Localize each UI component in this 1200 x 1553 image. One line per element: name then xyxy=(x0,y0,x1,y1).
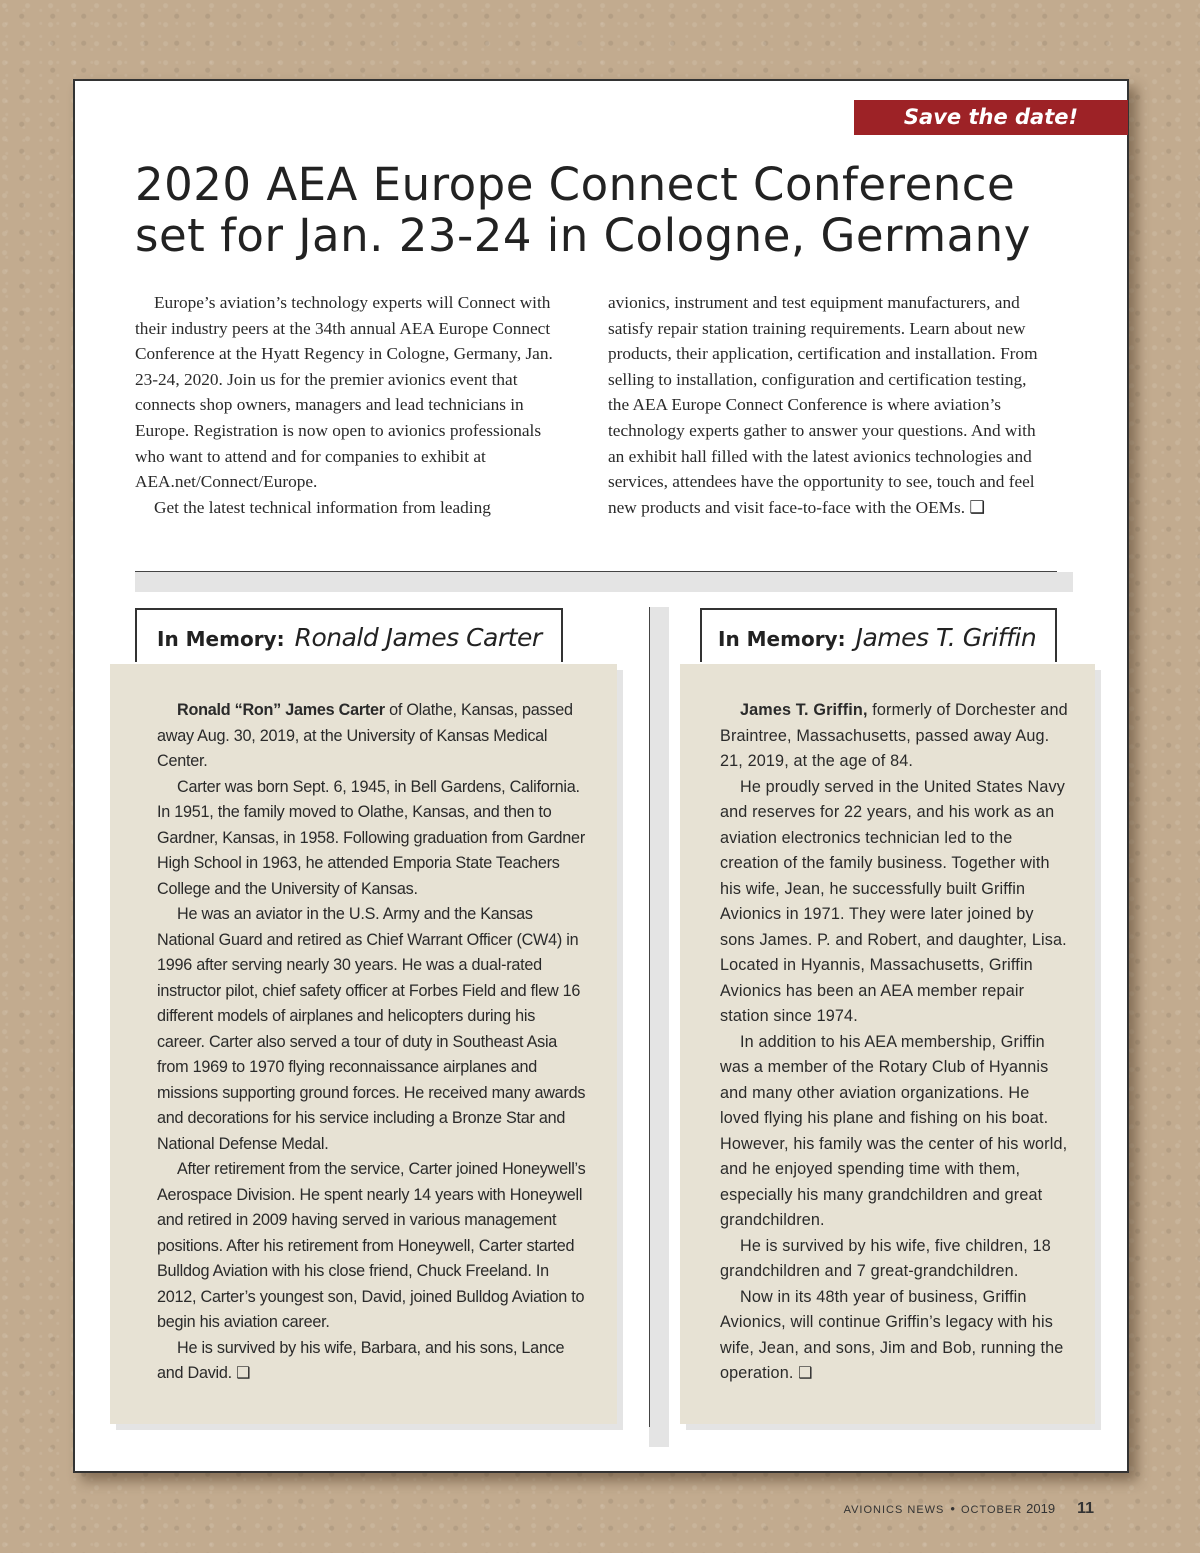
page-footer xyxy=(844,1500,1094,1518)
memorial-paragraph xyxy=(157,698,587,775)
page-number: 11 xyxy=(1077,1500,1094,1517)
memorial-paragraph: He proudly served in the United States Navy and reserves for 22 years, and his work as an aviation electronics technician led to the creation of the family business. Together with his wife, Jean, he successfully built Griffin Avionics in 1971. They were later joined by sons James. P. and Robert, and daughter, Lisa. Located in Hyannis, Massachusetts, Griffin Avionics has been an AEA member repair station since 1974. xyxy=(720,777,1067,1025)
memorial-paragraph xyxy=(720,698,1070,775)
headline xyxy=(135,159,1095,261)
memorial-text-griffin xyxy=(720,698,1070,1387)
article-column-right xyxy=(608,290,1038,520)
memorial-paragraph: He was an aviator in the U.S. Army and the Kansas National Guard and retired as Chief Warrant Officer (CW4) in 1996 after serving nearly 30 years. He was a dual-rated instructor pilot, chief safety officer at Forbes Field and flew 16 different models of airplanes and helicopters during his career. Carter also served a tour of duty in Southeast Asia from 1969 to 1970 flying reconnaissance airplanes and missions supporting ground forces. He received many awards and decorations for his service including a Bronze Star and National Defense Medal. xyxy=(157,905,586,1153)
memorial-name-bold: Ronald “Ron” James Carter xyxy=(177,701,385,719)
memorial-name: James T. Griffin xyxy=(855,623,1037,652)
memorial-paragraph: After retirement from the service, Carter joined Honeywell’s Aerospace Division. He spent nearly 14 years with Honeywell and retired in 2009 having served in various management positions. After his retirement from Honeywell, Carter started Bulldog Aviation with his close friend, Chuck Freeland. In 2012, Carter’s youngest son, David, joined Bulldog Aviation to begin his aviation career. xyxy=(157,1160,586,1331)
memorial-label: In Memory: xyxy=(718,627,846,651)
memorial-label: In Memory: xyxy=(157,627,285,651)
headline-line-2: set for Jan. 23-24 in Cologne, Germany xyxy=(135,209,1031,262)
article-paragraph: Europe’s aviation’s technology experts will Connect with their industry peers at the 34th annual AEA Europe Connect Conference at the Hyatt Regency in Cologne, Germany, Jan. 23-24, 2020. Join us for the premier avionics event that connects shop owners, managers and lead technicians in Europe. Registration is now open to avionics professionals who want to attend and for companies to exhibit at AEA.net/Connect/Europe. xyxy=(135,293,553,492)
memorial-paragraph: He is survived by his wife, Barbara, and his sons, Lance and David. ❑ xyxy=(157,1338,565,1382)
footer-year: 2019 xyxy=(1026,1501,1056,1516)
article-paragraph: avionics, instrument and test equipment manufacturers, and satisfy repair station training requirements. Learn about new products, their application, certification and installation. From selling to installation, configuration and certification testing, the AEA Europe Connect Conference is where aviation’s technology experts gather to answer your questions. And with an exhibit hall filled with the latest avionics technologies and services, attendees have the opportunity to see, touch and feel new products and visit face-to-face with the OEMs. ❑ xyxy=(608,293,1038,517)
page-sheet xyxy=(73,79,1129,1473)
article-paragraph: Get the latest technical information from leading xyxy=(154,497,491,517)
memorial-name-bold: James T. Griffin, xyxy=(740,701,868,719)
footer-month: OCTOBER xyxy=(960,1504,1023,1516)
column-divider-shadow xyxy=(649,607,669,1447)
section-divider xyxy=(135,571,1057,572)
memorial-text-carter xyxy=(157,698,587,1387)
memorial-header-griffin xyxy=(700,608,1057,662)
memorial-paragraph: Now in its 48th year of business, Griffin Avionics, will continue Griffin’s legacy with his wife, Jean, and sons, Jim and Bob, running the operation. ❑ xyxy=(720,1287,1064,1382)
article-column-left xyxy=(135,290,565,520)
section-divider-shadow xyxy=(135,572,1073,592)
save-the-date-banner: Save the date! xyxy=(854,100,1128,135)
footer-publication: AVIONICS NEWS xyxy=(843,1504,945,1516)
memorial-paragraph: He is survived by his wife, five children, 18 grandchildren and 7 great-grandchildren. xyxy=(720,1236,1051,1280)
memorial-paragraph-text: formerly of Dorchester and Braintree, Massachusetts, passed away Aug. 21, 2019, at the age of 84. xyxy=(720,701,1068,770)
memorial-paragraph-text: of Olathe, Kansas, passed away Aug. 30, 2019, at the University of Kansas Medical Center. xyxy=(157,701,573,770)
memorial-header-carter xyxy=(135,608,563,662)
memorial-paragraph: Carter was born Sept. 6, 1945, in Bell Gardens, California. In 1951, the family moved to Olathe, Kansas, and then to Gardner, Kansas, in 1958. Following graduation from Gardner High School in 1963, he attended Emporia State Teachers College and the University of Kansas. xyxy=(157,777,585,898)
memorial-name: Ronald James Carter xyxy=(294,623,542,652)
headline-line-1: 2020 AEA Europe Connect Conference xyxy=(135,158,1016,211)
column-divider xyxy=(649,607,650,1427)
memorial-paragraph: In addition to his AEA membership, Griffin was a member of the Rotary Club of Hyannis and many other aviation organizations. He loved flying his plane and fishing on his boat. However, his family was the center of his world, and he enjoyed spending time with them, especially his many grandchildren and great grandchildren. xyxy=(720,1032,1068,1229)
footer-separator: • xyxy=(950,1501,955,1516)
